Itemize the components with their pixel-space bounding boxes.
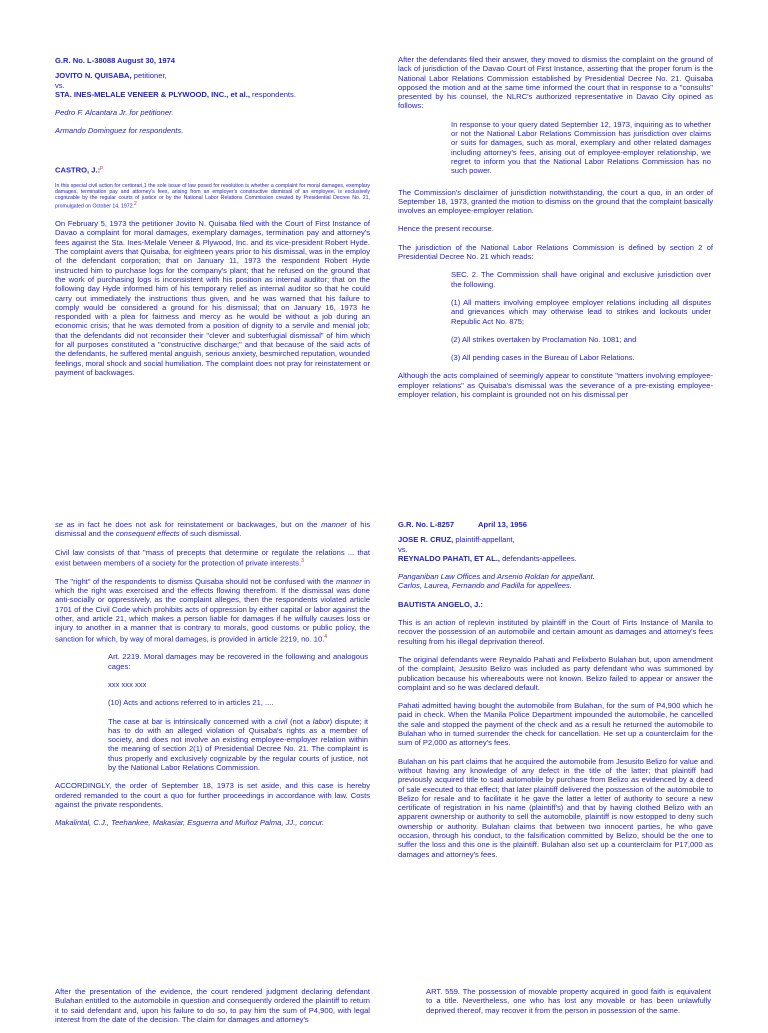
case-number: G.R. No. L-38088 August 30, 1974 [55, 56, 175, 65]
text-run: (not a [287, 716, 313, 726]
versus: vs. [398, 544, 408, 554]
page1-left-column [55, 56, 370, 386]
blockquote: (1) All matters involving employee employer relations including all disputes and grievances which may otherwise lead to strikes and lockouts under Republic Act No. 875; [451, 297, 711, 326]
counsel-appellant: Panganiban Law Offices and Arsenio Roldan for appellant. [398, 572, 595, 582]
counsel-appellees: Carlos, Laurea, Fernando and Padilla for appellees. [398, 581, 572, 591]
text-run: as in fact he does not ask for reinstatement or backwages, but on the [63, 520, 322, 529]
text-run: of his dismissal and the [55, 520, 370, 539]
paragraph: After the defendants filed their answer, they moved to dismiss the complaint on the ground of lack of jurisdiction of the Davao Court of First Instance, asserting that the proper forum is the National Labor Relations Commission established by Presidential Decree No. 21. Quisaba opposed the motion and at the same time informed the court that in response to a "consults" presented by his counsel, the NLRC's authorized representative in Davao City opined as follows: [398, 55, 713, 111]
ponente [55, 164, 370, 175]
paragraph: Pahati admitted having bought the automobile from Bulahan, for the sum of P4,900 which he paid in check. When the Manila Police Department impounded the automobile, he cancelled the sale and stopped the payment of the check and as a result he returned the automobile to Bulahan who in turned surrender the check for cancellation. He set up a counterclaim for the sum of P2,000 as attorney's fees. [398, 701, 713, 748]
case-number [398, 520, 713, 529]
paragraph: The jurisdiction of the National Labor Relations Commission is defined by section 2 of Presidential Decree No. 21 which reads: [398, 242, 713, 262]
parties [398, 535, 713, 563]
text-run: of such dismissal. [179, 529, 242, 539]
concurrence: Makalintal, C.J., Teehankee, Makasiar, Esguerra and Muñoz Palma, JJ., concur. [55, 818, 325, 828]
summary-paragraph [55, 183, 370, 211]
text-run: The "right" of the respondents to dismiss Quisaba should not be confused with the [55, 576, 336, 586]
case-date: April 13, 1956 [478, 520, 527, 529]
footnote-link-3[interactable]: 3 [301, 557, 304, 564]
parties [55, 71, 370, 99]
page2-left-column [55, 520, 370, 836]
respondent-name: STA. INES-MELALE VENEER & PLYWOOD, INC., et al., [55, 89, 250, 99]
text-run: The case at bar is intrinsically concerned with a [108, 716, 275, 726]
text-run: manner [335, 576, 362, 586]
blockquote: (3) All pending cases in the Bureau of Labor Relations. [451, 353, 635, 363]
blockquote [108, 717, 368, 773]
disposition-paragraph: ACCORDINGLY, the order of September 18, 1973 is set aside, and this case is hereby ordered remanded to the court a quo for further proceedings in accordance with law. Costs against the private respondents. [55, 781, 370, 809]
case-no-text: G.R. No. L-8257 [398, 520, 455, 529]
paragraph: Hence the present recourse. [398, 224, 494, 234]
paragraph: The original defendants were Reynaldo Pahati and Felixberto Bulahan but, upon amendment of the complaint, Jesusito Belizo was included as party defendant who was summoned by publication because his whereabouts were not known. Belizo failed to appear or answer the complaint and so he was declared default. [398, 654, 713, 692]
plaintiff-name: JOSE R. CRUZ, [398, 535, 454, 545]
ponente-name: CASTRO, J.: [55, 165, 101, 175]
continuation-paragraph [55, 520, 370, 539]
blockquote: (10) Acts and actions referred to in articles 21, .... [108, 698, 274, 708]
text-run: ) dispute; it has to do with an alleged violation of Quisaba's rights as a member of society, and does not involve an existing employee-employer relation within the meaning of section 2(1) of Presidential Decree No. 21. The complaint is thus properly and exclusively cognizable by the regular courts of justice, not by the National Labor Relations Commission. [108, 716, 369, 772]
paragraph: The Commission's disclaimer of jurisdiction notwithstanding, the court a quo, in an order of September 18, 1973, granted the motion to dismiss on the ground that the complaint basically involves an employee-employer relation. [398, 187, 713, 216]
page2-right-column [398, 520, 713, 868]
blockquote: In response to your query dated September 12, 1973, inquiring as to whether or not the National Labor Relations Commission has jurisdiction over claims or suits for damages, such as moral, exemplary and other related damages including attorney's fees, arising out of employee-employer relationship, we regret to inform you that the National Labor Relations Commission has no such power. [451, 119, 711, 176]
counsel-petitioner: Pedro F. Alcantara Jr. for petitioner. [55, 108, 174, 118]
defendants-name: REYNALDO PAHATI, ET AL., [398, 553, 500, 563]
blockquote: (2) All strikes overtaken by Proclamation No. 1081; and [451, 334, 637, 344]
civil-law-paragraph [55, 548, 370, 568]
right-paragraph [55, 577, 370, 644]
text-run: civil [274, 716, 288, 726]
ponente: BAUTISTA ANGELO, J.: [398, 599, 483, 609]
blockquote: Art. 2219. Moral damages may be recovered in the following and analogous cages: [108, 652, 368, 671]
petitioner-name: JOVITO N. QUISABA, [55, 71, 132, 81]
paragraph: Although the acts complained of seemingly appear to constitute "matters involving employee-employer relations" as Quisaba's dismissal was the severance of a pre-existing employee-employer relation, his complaint is grounded not on his dismissal per [398, 371, 713, 400]
text-run: se [55, 520, 64, 529]
footnote-link-4[interactable]: 4 [324, 633, 328, 640]
text-run: consequent effects [115, 529, 180, 539]
facts-paragraph: On February 5, 1973 the petitioner Jovito N. Quisaba filed with the Court of First Instance of Davao a complaint for moral damages, exemplary damages, termination pay and attorney's fees against the Sta. Ines-Melale Veneer & Plywood, Inc. and its vice-president Robert Hyde. The complaint avers that Quisaba, for eighteen years prior to his dismissal, was in the employ of the defendant corporation; that on January 11, 1973 the respondent Robert Hyde instructed him to purchase logs for the company's plant; that he refused on the ground that the work of purchasing logs is inconsistent with his position as internal auditor; that on the following day Hyde informed him of his temporary relief as internal auditor so that he could carry out immediately the instructions thus given, and he was warned that his failure to comply would be considered a ground for his dismissal; that on January 16, 1973 he responded with a plea for fairness and mercy as he would be without a job during an economic crisis; that he was demoted from a position of dignity to a servile and menial job; that the defendants did not reconsider their "clever and subterfugial dismissal" of him which for all purposes constituted a "constructive discharge;" and that because of the said acts of the defendants, he suffered mental anguish, serious anxiety, besmirched reputation, wounded feelings, moral shock and social humiliation. The complaint does not pray for reinstatement or payment of backwages. [55, 219, 370, 377]
blockquote: ART. 559. The possession of movable property acquired in good faith is equivalent to a title. Nevertheless, one who has lost any movable or has been unlawfully deprived thereof, may recover it from the person in possession of the same. [426, 987, 711, 1015]
plaintiff-role: plaintiff-appellant, [453, 535, 515, 545]
versus: vs. [55, 80, 65, 90]
defendants-role: defendants-appellees. [499, 553, 577, 563]
text-run: in which the right was exercised and the effects flowing therefrom. If the dismissal was done anti-socially or oppressively, as the complaint alleges, then the respondents violated article 1701 of the Civil Code which prohibits acts of oppression by either capital or labor against the other, and article 21, which makes a person liable for damages if he wilfully causes loss or injury to another in a manner that is contrary to morals, good customs or public policy, the sanction for which, by way of moral damages, is provided in article 2219, no. 10. [55, 576, 370, 644]
counsel [398, 572, 713, 591]
footnote-link-2[interactable]: 2 [134, 201, 137, 208]
respondent-role: respondents. [249, 89, 296, 99]
paragraph: Bulahan on his part claims that he acquired the automobile from Jesusito Belizo for value and without having any knowledge of any defect in the title of the latter; that plaintiff had previously acquired title to said automobile by purchase from Belizo as evidenced by a deed of sale executed to that effect; that later plaintiff delivered the possession of the automobile to Belizo for resale and to facilitate it he gave the latter a letter of authority to secure a new certificate of registration in his name (plaintiff's) and that by having clothed Belizo with an apparent ownership or authority to sell the automobile, plaintiff is now estopped to deny such ownership or authority. Bulahan claims that between two innocent parties, he who gave occasion, through his conduct, to the falsification committed by Belizo, should be the one to suffer the loss and this one is the plaintiff. Bulahan also set up a counterclaim for P17,000 as damages and attorney's fees. [398, 756, 713, 859]
page1-right-column [398, 55, 713, 408]
text-run: Civil law consists of that "mass of precepts that determine or regulate the relations ... that exist between members of a society for the protection of private interests. [55, 547, 370, 568]
ponente-mark[interactable]: p [100, 164, 103, 171]
paragraph: After the presentation of the evidence, the court rendered judgment declaring defendant Bulahan entitled to the automobile in question and consequently ordered the plaintiff to return it to said defendant and, upon his failure to do so, to pay him the sum of P4,900, with legal interest from the date of the decision. The claim for damages and attorney's [55, 987, 370, 1024]
blockquote: xxx xxx xxx [108, 679, 147, 689]
text-run: manner [321, 520, 347, 529]
page3-right-column [398, 987, 713, 1024]
text-run: labor [312, 716, 330, 726]
counsel-respondents: Armando Dominguez for respondents. [55, 126, 184, 136]
paragraph: This is an action of replevin instituted by plaintiff in the Court of Firts Instance of Manila to recover the possession of an automobile and certain amount as damages and attorney's fees resulting from his illegal deprivation thereof. [398, 618, 713, 646]
page3-left-column [55, 987, 370, 1033]
petitioner-role: petitioner, [131, 71, 167, 81]
summary-text: In this special civil action for certiorari,1 the sole issue of law posed for resolution is whether a complaint for moral damages, exemplary damages, termination pay and attorney's fees, arising from an employer's constructive dismissal of an employee, is exclusively cognizable by the regular courts of justice or by the National Labor Relations Commission created by Presidential Decree No. 21, promulgated on October 14, 1972. [55, 182, 370, 210]
blockquote: SEC. 2. The Commission shall have original and exclusive jurisdiction over the following. [451, 270, 711, 289]
